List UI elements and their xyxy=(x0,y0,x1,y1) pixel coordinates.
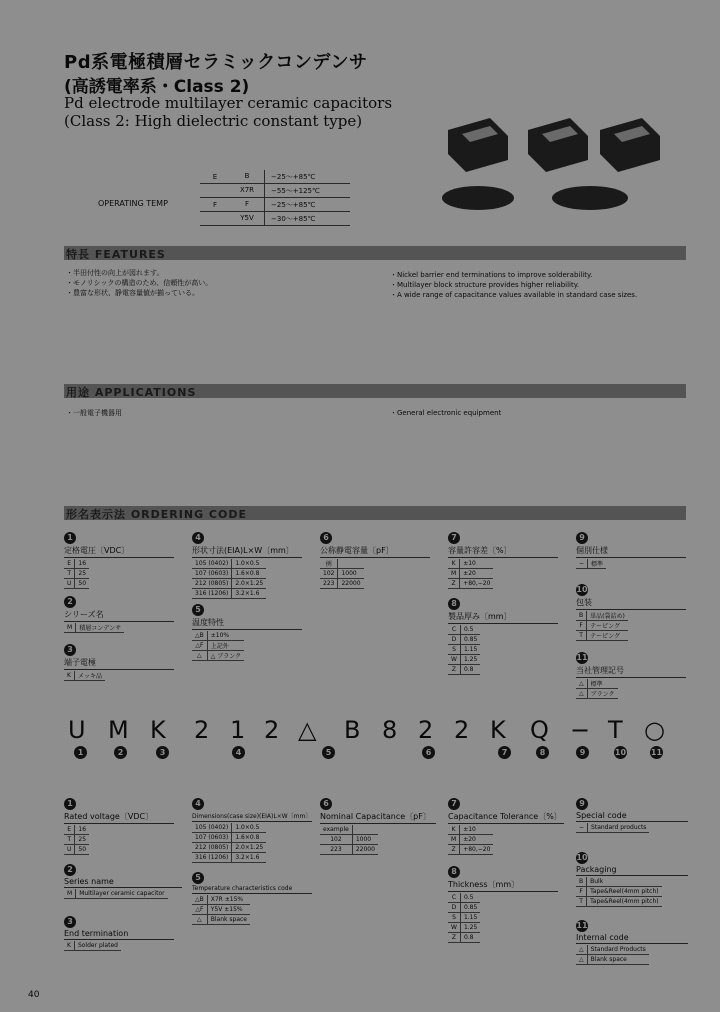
pn-mark: 4 xyxy=(232,746,245,759)
operating-temp-table xyxy=(200,170,350,226)
jp-block-tolerance: 7 容量許容差〔%〕 K ±10 M ±20 Z +80,−20 xyxy=(448,532,558,589)
pn-char: U xyxy=(68,716,86,744)
pn-char: 2 xyxy=(418,716,434,744)
temp-row: F F −25〜+85℃ xyxy=(200,198,350,212)
pn-mark: 1 xyxy=(74,746,87,759)
pn-char: M xyxy=(108,716,129,744)
pn-char: B xyxy=(344,716,361,744)
pn-char: K xyxy=(150,716,166,744)
pn-mark: 5 xyxy=(322,746,335,759)
en-block-capacitance: 6 Nominal Capacitance〔pF〕 example 102 1000 223 22000 xyxy=(320,798,436,855)
part-number-example xyxy=(66,716,696,757)
pn-mark: 2 xyxy=(114,746,127,759)
en-block-series: 2 Series name M Multilayer ceramic capacitor xyxy=(64,864,182,899)
title-en-subtitle: (Class 2: High dielectric constant type) xyxy=(64,112,363,130)
jp-block-termination: 3 端子電極 K メッキ品 xyxy=(64,644,174,681)
jp-block-series: 2 シリーズ名 M 積層コンデンサ xyxy=(64,596,174,633)
jp-block-temp-char: 5 温度特性 △B ±10% △F 上記外 △ △ ブランク xyxy=(192,604,302,661)
en-block-termination: 3 End termination K Solder plated xyxy=(64,916,174,951)
features-title: 特長 FEATURES xyxy=(66,248,166,261)
ordering-title: 形名表示法 ORDERING CODE xyxy=(66,508,247,521)
capacitor-product-image xyxy=(440,110,700,220)
operating-temp-label: OPERATING TEMP xyxy=(98,199,168,208)
en-block-special: 9 Special code − Standard products xyxy=(576,798,688,833)
pn-char: K xyxy=(490,716,506,744)
en-block-thickness: 8 Thickness〔mm〕 C 0.5 D 0.85 S 1.15 W 1.25 Z 0.8 xyxy=(448,866,558,943)
applications-en: ・General electronic equipment xyxy=(390,409,502,417)
jp-block-internal: 11 当社管理記号 △ 標準 △ ブランク xyxy=(576,652,686,699)
pn-char: 2 xyxy=(454,716,470,744)
pn-mark: 9 xyxy=(576,746,589,759)
pn-mark: 3 xyxy=(156,746,169,759)
pn-char: Q xyxy=(530,716,549,744)
jp-block-packaging: 10 包装 B 単品(袋詰め) F テーピング T テーピング xyxy=(576,584,686,641)
pn-char: 8 xyxy=(382,716,398,744)
pn-mark: 11 xyxy=(650,748,663,757)
jp-block-thickness: 8 製品厚み〔mm〕 C 0.5 D 0.85 S 1.15 W 1.25 Z 0.8 xyxy=(448,598,558,675)
pn-char: △ xyxy=(298,716,317,744)
title-en: Pd electrode multilayer ceramic capacitors xyxy=(64,94,393,112)
title-jp: Pd系電極積層セラミックコンデンサ xyxy=(64,52,368,73)
features-en: ・Nickel barrier end terminations to improve solderability. ・Multilayer block structure provides higher reliability. ・A wide range of capacitance values available in standard case sizes. xyxy=(390,271,638,299)
pn-char: 2 xyxy=(264,716,280,744)
jp-block-capacitance: 6 公称静電容量〔pF〕 例 102 1000 223 22000 xyxy=(320,532,430,589)
pn-mark: 10 xyxy=(614,748,627,757)
pn-char: − xyxy=(570,716,591,744)
en-block-temp-char: 5 Temperature characteristics code △B X7R ±15% △F Y5V ±15% △ Blank space xyxy=(192,872,312,925)
pn-char: 1 xyxy=(230,716,246,744)
jp-block-special: 9 個別仕様 − 標準 xyxy=(576,532,686,569)
en-block-packaging: 10 Packaging B Bulk F Tape&Reel(4mm pitch) T Tape&Reel(4mm pitch) xyxy=(576,852,688,907)
temp-row: X7R −55〜+125℃ xyxy=(200,184,350,198)
en-block-tolerance: 7 Capacitance Tolerance〔%〕 K ±10 M ±20 Z +80,−20 xyxy=(448,798,564,855)
pn-mark: 6 xyxy=(422,746,435,759)
pn-char: ○ xyxy=(644,716,665,744)
pn-mark: 8 xyxy=(536,746,549,759)
pn-mark: 7 xyxy=(498,746,511,759)
title-jp-subtitle: (高誘電率系・Class 2) xyxy=(64,77,250,97)
jp-block-dimensions: 4 形状寸法(EIA)L×W〔mm〕 105 (0402) 1.0×0.5 107 (0603) 1.6×0.8 212 (0805) 2.0×1.25 316 (1206) 3.2×1.6 xyxy=(192,532,302,599)
applications-jp: ・一般電子機器用 xyxy=(66,409,122,417)
en-block-dimensions: 4 Dimensions(case size)(EIA)L×W〔mm〕 105 (0402) 1.0×0.5 107 (0603) 1.6×0.8 212 (0805) 2.0×1.25 316 (1206) 3.2×1.6 xyxy=(192,799,312,861)
pn-char: T xyxy=(608,716,623,744)
temp-row: Y5V −30〜+85℃ xyxy=(200,212,350,226)
pn-char: 2 xyxy=(194,716,210,744)
jp-block-rated-voltage: 1 定格電圧〔VDC〕 E 16 T 25 U 50 xyxy=(64,532,174,589)
applications-title: 用途 APPLICATIONS xyxy=(66,386,197,399)
features-jp: ・半田付性の向上が図れます。 ・モノリシックの構造のため、信頼性が高い。 ・豊富な形状、静電容量値が揃っている。 xyxy=(66,269,213,297)
temp-row: E B −25〜+85℃ xyxy=(200,170,350,184)
page-number: 40 xyxy=(28,990,40,1000)
en-block-rated-voltage: 1 Rated voltage〔VDC〕 E 16 T 25 U 50 xyxy=(64,798,174,855)
en-block-internal: 11 Internal code △ Standard Products △ Blank space xyxy=(576,920,688,965)
